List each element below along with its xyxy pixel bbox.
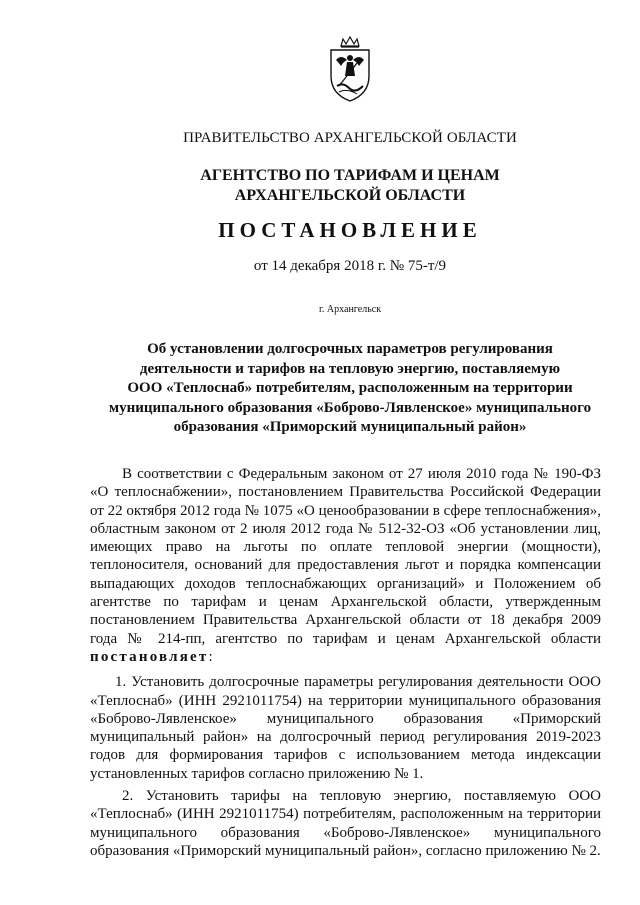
- subject-line-1: Об установлении долгосрочных параметров регулирования: [147, 341, 553, 357]
- item-1-paragraph: 1. Установить долгосрочные параметры регулирования деятельности ООО «Теплоснаб» (ИНН 2921011754) на территории муниципального образования «Боброво-Лявленское» муниципального образования «Приморский муниципальный район» на долгосрочный период регулирования 2019-2023 годов для формирования тарифов с использованием метода индексации установленных тарифов согласно приложению № 1.: [90, 674, 601, 782]
- agency-heading: [0, 166, 640, 206]
- subject-line-4: муниципального образования «Боброво-Лявленское» муниципального: [108, 399, 592, 416]
- government-heading: ПРАВИТЕЛЬСТВО АРХАНГЕЛЬСКОЙ ОБЛАСТИ: [183, 130, 517, 146]
- resolves-colon: :: [208, 648, 213, 665]
- preamble-text: В соответствии с Федеральным законом от 27 июля 2010 года № 190-ФЗ «О теплоснабжении», постановлением Правительства Российской Федерации от 22 октября 2012 года № 1075 «О ценообразовании в сфере теплоснабжения», областным законом от 2 июля 2012 года № 512-32-ОЗ «Об установлении лиц, имеющих право на льготы по оплате тепловой энергии (мощности), теплоносителя, оснований для предоставления льгот и порядка компенсации выпадающих доходов теплоснабжающих организаций» и Положением об агентстве по тарифам и ценам Архангельской области, утвержденным постановлением Правительства Архангельской области от 18 декабря 2009 года № 214-пп, агентство по тарифам и ценам Архангельской области: [90, 466, 601, 647]
- subject-line-5: образования «Приморский муниципальный район»: [173, 419, 527, 435]
- resolves-word: постановляет: [90, 648, 209, 665]
- document-subject: [0, 340, 640, 438]
- coat-of-arms-icon: [327, 36, 373, 104]
- agency-line-1: АГЕНТСТВО ПО ТАРИФАМ И ЦЕНАМ: [200, 167, 500, 184]
- subject-line-2: деятельности и тарифов на тепловую энергию, поставляемую: [139, 360, 561, 377]
- agency-line-2: АРХАНГЕЛЬСКОЙ ОБЛАСТИ: [234, 187, 466, 204]
- preamble-paragraph: [90, 465, 601, 666]
- document-date-number: от 14 декабря 2018 г. № 75-т/9: [253, 258, 447, 274]
- document-body: [90, 465, 601, 860]
- document-place: г. Архангельск: [318, 304, 382, 315]
- item-2-paragraph: 2. Установить тарифы на тепловую энергию, поставляемую ООО «Теплоснаб» (ИНН 2921011754) потребителям, расположенным на территории муниципального образования «Боброво-Лявленское» муниципального образования «Приморский муниципальный район», согласно приложению № 2.: [90, 788, 601, 859]
- subject-line-3: ООО «Теплоснаб» потребителям, расположенным на территории: [127, 380, 573, 396]
- document-type-title: ПОСТАНОВЛЕНИЕ: [218, 218, 482, 242]
